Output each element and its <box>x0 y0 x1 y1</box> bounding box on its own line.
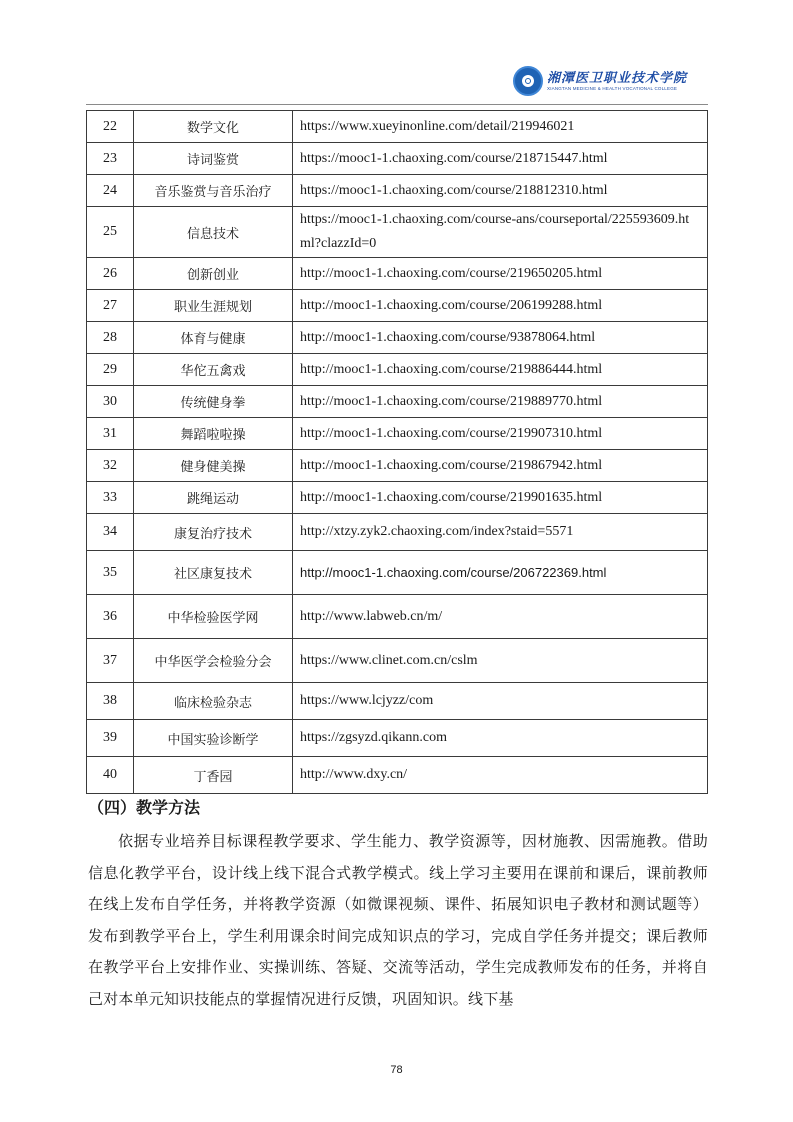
table-row <box>87 322 708 354</box>
resource-name: 社区康复技术 <box>134 551 293 595</box>
table-row <box>87 551 708 595</box>
college-name-en: XIANGTAN MEDICINE & HEALTH VOCATIONAL COLLEGE <box>547 85 678 91</box>
resource-url: http://mooc1-1.chaoxing.com/course/206722369.html <box>293 551 708 595</box>
resource-url-line1: https://mooc1-1.chaoxing.com/course-ans/courseportal/225593609.ht <box>300 212 690 227</box>
table-row <box>87 514 708 551</box>
resource-name: 临床检验杂志 <box>134 683 293 720</box>
table-row <box>87 207 708 258</box>
row-number: 25 <box>87 207 134 258</box>
table-row <box>87 386 708 418</box>
row-number: 40 <box>87 757 134 794</box>
table-row <box>87 111 708 143</box>
resource-url: http://mooc1-1.chaoxing.com/course/93878064.html <box>293 322 708 354</box>
table-row <box>87 482 708 514</box>
table-row <box>87 143 708 175</box>
resource-url: http://mooc1-1.chaoxing.com/course/219886444.html <box>293 354 708 386</box>
row-number: 31 <box>87 418 134 450</box>
resource-url: https://www.clinet.com.cn/cslm <box>293 639 708 683</box>
row-number: 36 <box>87 595 134 639</box>
resource-url: http://mooc1-1.chaoxing.com/course/219901635.html <box>293 482 708 514</box>
table-row <box>87 757 708 794</box>
table-row <box>87 354 708 386</box>
resource-url: https://mooc1-1.chaoxing.com/course/218715447.html <box>293 143 708 175</box>
resource-name: 舞蹈啦啦操 <box>134 418 293 450</box>
row-number: 24 <box>87 175 134 207</box>
resource-name: 中华检验医学网 <box>134 595 293 639</box>
table-row <box>87 639 708 683</box>
table-row <box>87 258 708 290</box>
resource-url: http://mooc1-1.chaoxing.com/course/219889770.html <box>293 386 708 418</box>
college-emblem-icon <box>513 66 543 96</box>
resource-url: http://mooc1-1.chaoxing.com/course/219907310.html <box>293 418 708 450</box>
resource-url: https://zgsyzd.qikann.com <box>293 720 708 757</box>
resources-table <box>86 110 708 794</box>
resource-name: 职业生涯规划 <box>134 290 293 322</box>
resource-name: 传统健身拳 <box>134 386 293 418</box>
resource-url: http://mooc1-1.chaoxing.com/course/219650205.html <box>293 258 708 290</box>
row-number: 27 <box>87 290 134 322</box>
row-number: 37 <box>87 639 134 683</box>
resource-url: http://xtzy.zyk2.chaoxing.com/index?staid=5571 <box>293 514 708 551</box>
resource-url <box>293 207 708 258</box>
resource-url: https://www.xueyinonline.com/detail/219946021 <box>293 111 708 143</box>
body-paragraph: 依据专业培养目标课程教学要求、学生能力、教学资源等，因材施教、因需施教。借助信息化教学平台，设计线上线下混合式教学模式。线上学习主要用在课前和课后，课前教师在线上发布自学任务，并将教学资源（如微课视频、课件、拓展知识电子教材和测试题等）发布到教学平台上，学生利用课余时间完成知识点的学习，完成自学任务并提交；课后教师在教学平台上安排作业、实操训练、答疑、交流等活动，学生完成教师发布的任务，并将自己对本单元知识技能点的掌握情况进行反馈，巩固知识。线下基 <box>88 832 708 1008</box>
row-number: 32 <box>87 450 134 482</box>
resource-name: 体育与健康 <box>134 322 293 354</box>
row-number: 22 <box>87 111 134 143</box>
row-number: 29 <box>87 354 134 386</box>
row-number: 38 <box>87 683 134 720</box>
row-number: 39 <box>87 720 134 757</box>
resource-url-line2: ml?clazzId=0 <box>300 236 377 251</box>
resource-name: 创新创业 <box>134 258 293 290</box>
resource-name: 健身健美操 <box>134 450 293 482</box>
resource-name: 诗词鉴赏 <box>134 143 293 175</box>
resource-name: 音乐鉴赏与音乐治疗 <box>134 175 293 207</box>
table-row <box>87 450 708 482</box>
row-number: 28 <box>87 322 134 354</box>
table-row <box>87 418 708 450</box>
resource-name: 跳绳运动 <box>134 482 293 514</box>
resource-name: 中华医学会检验分会 <box>134 639 293 683</box>
resource-name: 华佗五禽戏 <box>134 354 293 386</box>
section-heading: （四）教学方法 <box>88 798 201 817</box>
row-number: 33 <box>87 482 134 514</box>
table-row <box>87 175 708 207</box>
resource-url: http://mooc1-1.chaoxing.com/course/206199288.html <box>293 290 708 322</box>
resource-name: 康复治疗技术 <box>134 514 293 551</box>
resource-url: http://www.labweb.cn/m/ <box>293 595 708 639</box>
table-row <box>87 683 708 720</box>
college-name-cn: 湘潭医卫职业技术学院 <box>547 70 688 86</box>
header-divider <box>86 104 708 105</box>
resource-url: https://mooc1-1.chaoxing.com/course/218812310.html <box>293 175 708 207</box>
table-row <box>87 595 708 639</box>
table-row <box>87 290 708 322</box>
resource-name: 丁香园 <box>134 757 293 794</box>
college-logo <box>513 66 687 96</box>
resource-url: https://www.lcjyzz/com <box>293 683 708 720</box>
table-row <box>87 720 708 757</box>
resource-name: 中国实验诊断学 <box>134 720 293 757</box>
row-number: 23 <box>87 143 134 175</box>
resource-name: 信息技术 <box>134 207 293 258</box>
row-number: 30 <box>87 386 134 418</box>
resource-url: http://www.dxy.cn/ <box>293 757 708 794</box>
page-header <box>86 58 708 106</box>
page-number: 78 <box>390 1064 403 1076</box>
resource-url: http://mooc1-1.chaoxing.com/course/219867942.html <box>293 450 708 482</box>
row-number: 35 <box>87 551 134 595</box>
row-number: 26 <box>87 258 134 290</box>
resource-name: 数学文化 <box>134 111 293 143</box>
row-number: 34 <box>87 514 134 551</box>
